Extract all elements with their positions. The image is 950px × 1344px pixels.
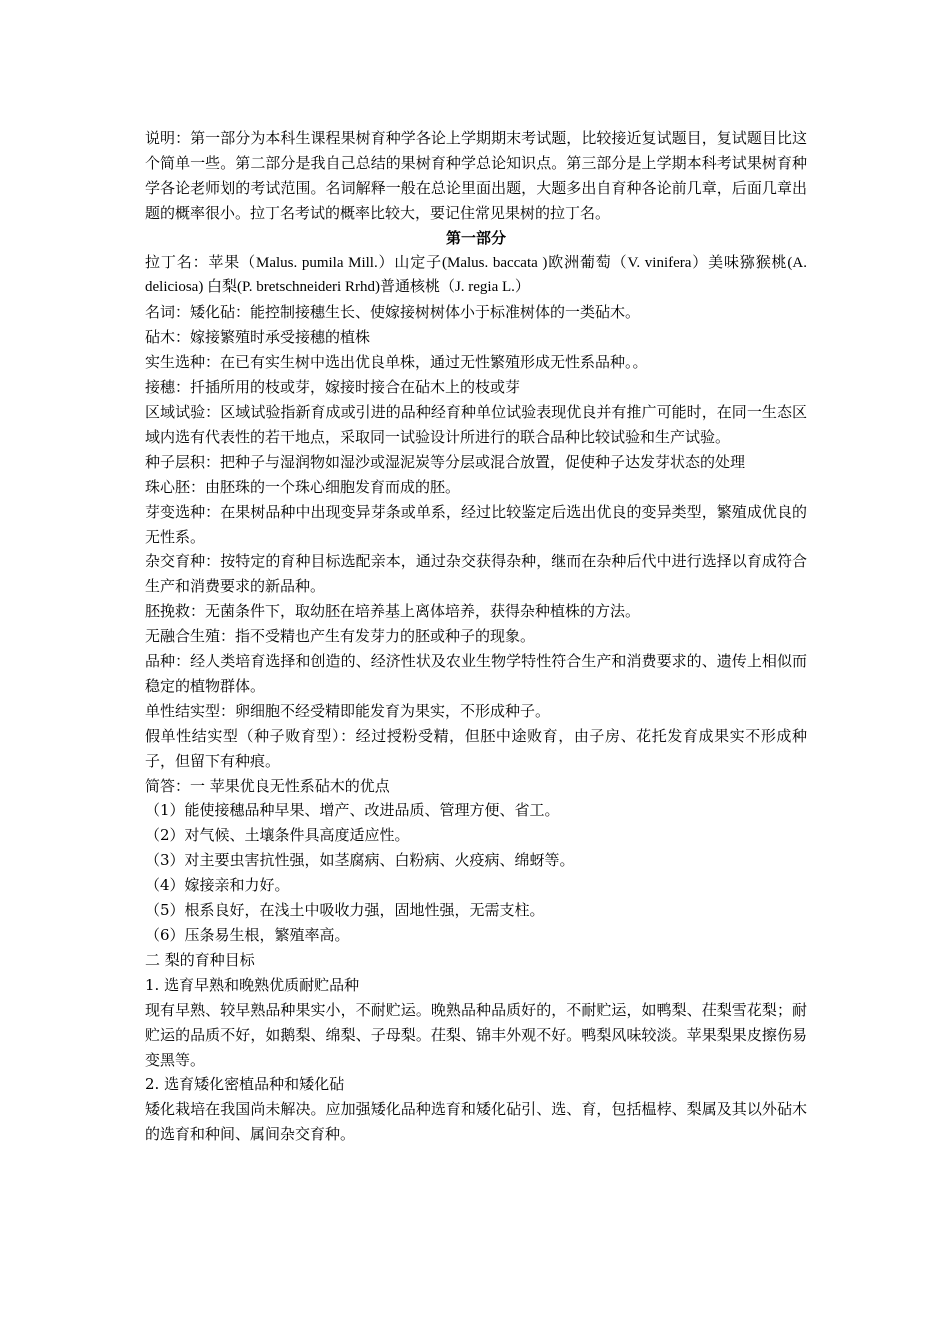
term-definition: 杂交育种：按特定的育种目标选配亲本，通过杂交获得杂种，继而在杂种后代中进行选择以育成符合生产和消费要求的新品种。 xyxy=(145,552,807,596)
term-definition: 砧木：嫁接繁殖时承受接穗的植株 xyxy=(145,328,371,347)
term-definition: 假单性结实型（种子败育型）：经过授粉受精，但胚中途败育，由子房、花托发育成果实不形成种子，但留下有种痕。 xyxy=(145,726,807,770)
term-definition: 珠心胚：由胚珠的一个珠心细胞发育而成的胚。 xyxy=(145,477,461,496)
pear-goal-2-title: 2. 选育矮化密植品种和矮化砧 xyxy=(145,1075,345,1094)
term-definition: 区域试验：区域试验指新育成或引进的品种经育种单位试验表现优良并有推广可能时，在同一生态区域内选有代表性的若干地点，采取同一试验设计所进行的联合品种比较试验和生产试验。 xyxy=(145,402,807,446)
term-definition: 名词：矮化砧：能控制接穗生长、使嫁接树树体小于标准树体的一类砧木。 xyxy=(145,303,641,322)
term-definition: 胚挽救：无菌条件下，取幼胚在培养基上离体培养，获得杂种植株的方法。 xyxy=(145,602,641,621)
short-answer-item: （6）压条易生根，繁殖率高。 xyxy=(145,926,350,944)
term-definition: 芽变选种：在果树品种中出现变异芽条或单系，经过比较鉴定后选出优良的变异类型，繁殖成优良的无性系。 xyxy=(145,502,807,546)
term-definition: 品种：经人类培育选择和创造的、经济性状及农业生物学特性符合生产和消费要求的、遗传上相似而稳定的植物群体。 xyxy=(145,652,807,695)
short-answer-item: （5）根系良好，在浅土中吸收力强，固地性强，无需支柱。 xyxy=(145,901,545,920)
term-definition: 实生选种：在已有实生树中选出优良单株，通过无性繁殖形成无性系品种。。 xyxy=(145,353,648,372)
term-definition: 单性结实型：卵细胞不经受精即能发育为果实，不形成种子。 xyxy=(145,701,551,720)
short-answer-item: （1）能使接穗品种早果、增产、改进品质、管理方便、省工。 xyxy=(145,801,560,820)
pear-goal-1-title: 1. 选育早熟和晚熟优质耐贮品种 xyxy=(145,975,360,994)
pear-goal-1-text: 现有早熟、较早熟品种果实小，不耐贮运。晚熟品种品质好的，不耐贮运，如鸭梨、茌梨雪花梨；耐贮运的品质不好，如鹅梨、绵梨、子母梨。茌梨、锦丰外观不好。鸭梨风味较淡。苹果梨果皮擦伤易变黑等。 xyxy=(145,1000,807,1069)
section-title: 第一部分 xyxy=(445,228,506,247)
pear-goal-2-text: 矮化栽培在我国尚未解决。应加强矮化品种选育和矮化砧引、选、育，包括榅桲、梨属及其以外砧木的选育和种间、属间杂交育种。 xyxy=(145,1100,807,1144)
intro-paragraph: 说明：第一部分为本科生课程果树育种学各论上学期期末考试题，比较接近复试题目，复试题目比这个简单一些。第二部分是我自己总结的果树育种学总论知识点。第三部分是上学期本科考试果树育种学各论老师划的考试范围。名词解释一般在总论里面出题，大题多出自育种各论前几章，后面几章出题的概率很小。拉丁名考试的概率比较大，要记住常见果树的拉丁名。 xyxy=(145,129,807,222)
pear-section-title: 二 梨的育种目标 xyxy=(145,950,255,969)
term-definition: 种子层积：把种子与湿润物如湿沙或湿泥炭等分层或混合放置，促使种子达发芽状态的处理 xyxy=(145,452,746,471)
short-answer-item: （3）对主要虫害抗性强，如茎腐病、白粉病、火疫病、绵蚜等。 xyxy=(145,851,575,870)
short-answer-title: 简答：一 苹果优良无性系砧木的优点 xyxy=(145,776,390,795)
short-answer-item: （2）对气候、土壤条件具高度适应性。 xyxy=(145,826,410,845)
latin-names-paragraph: 拉丁名：苹果（Malus. pumila Mill.）山定子(Malus. baccata )欧洲葡萄（V. vinifera）美味猕猴桃(A. deliciosa) 白梨(P. bretschneideri Rrhd)普通核桃（J. regia L.） xyxy=(145,254,807,296)
term-definition: 无融合生殖：指不受精也产生有发芽力的胚或种子的现象。 xyxy=(145,627,536,646)
term-definition: 接穗：扦插所用的枝或芽，嫁接时接合在砧木上的枝或芽 xyxy=(145,378,521,397)
short-answer-item: （4）嫁接亲和力好。 xyxy=(145,876,290,895)
document-page xyxy=(145,126,807,1147)
